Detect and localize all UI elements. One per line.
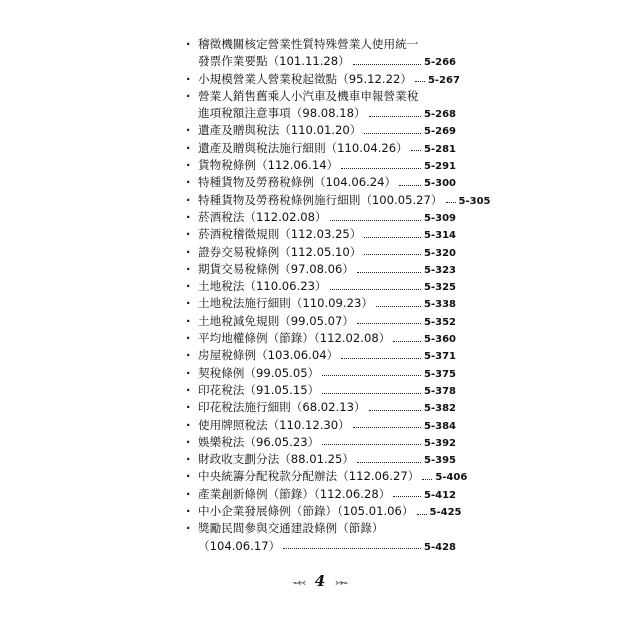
toc-entry — [186, 365, 456, 382]
toc-entry-title: 證券交易稅條例（112.05.10） — [198, 244, 362, 259]
dot-leader — [364, 236, 421, 238]
bullet-icon: · — [186, 37, 191, 51]
toc-entry-page: 5-392 — [424, 437, 456, 449]
toc-entry — [186, 451, 456, 468]
bullet-icon: · — [186, 365, 191, 380]
toc-entry-title: 小規模營業人營業稅起徵點（95.12.22） — [198, 71, 412, 86]
toc-entry — [186, 503, 462, 520]
toc-entry-title: 貨物稅條例（112.06.14） — [198, 158, 339, 173]
bullet-icon: · — [186, 279, 191, 294]
dot-leader — [357, 461, 421, 463]
toc-entry-title: 產業創新條例（節錄）（112.06.28） — [198, 486, 391, 501]
toc-entry — [186, 261, 456, 278]
toc-entry — [186, 192, 491, 209]
toc-entry-title: 稽徵機關核定營業性質特殊營業人使用統一 — [198, 37, 419, 51]
bullet-icon: · — [186, 261, 191, 276]
toc-entry — [186, 347, 456, 364]
toc-entry-title: 菸酒稅稽徵規則（112.03.25） — [198, 227, 362, 242]
dot-leader — [364, 132, 421, 134]
toc-entry — [186, 105, 456, 122]
toc-entry-title: 遺產及贈與稅法（110.01.20） — [198, 123, 362, 138]
toc-entry — [186, 434, 456, 451]
right-ornament: ↣⌁ — [335, 578, 348, 589]
bullet-icon: · — [186, 400, 191, 415]
toc-entry-title: 契稅條例（99.05.05） — [198, 365, 320, 380]
toc-entry-page: 5-428 — [424, 541, 456, 553]
toc-entry — [186, 468, 468, 485]
toc-entry-page: 5-281 — [424, 143, 456, 155]
dot-leader — [364, 253, 421, 255]
toc-entry-title: 土地稅法（110.06.23） — [198, 279, 327, 294]
bullet-icon: · — [186, 469, 191, 484]
toc-entry-page: 5-378 — [424, 385, 456, 397]
toc-entry-page: 5-338 — [424, 299, 456, 311]
toc-entry-page: 5-323 — [424, 264, 456, 276]
dot-leader — [369, 115, 421, 117]
toc-entry — [186, 538, 456, 555]
toc-entry-page: 5-291 — [424, 161, 456, 173]
toc-entry-page: 5-320 — [424, 247, 456, 259]
toc-entry-page: 5-375 — [424, 368, 456, 380]
toc-entry-page: 5-269 — [424, 126, 456, 138]
toc-entry-title: 房屋稅條例（103.06.04） — [198, 348, 339, 363]
dot-leader — [376, 305, 421, 307]
toc-entry — [186, 520, 456, 537]
dot-leader — [415, 80, 425, 82]
bullet-icon: · — [186, 382, 191, 397]
bullet-icon: · — [186, 296, 191, 311]
dot-leader — [322, 392, 421, 394]
toc-entry-page: 5-305 — [458, 195, 491, 207]
toc-entry-title: 獎勵民間參與交通建設條例（節錄） — [198, 521, 384, 536]
bullet-icon: · — [186, 417, 191, 432]
toc-entry-title: 土地稅法施行細則（110.09.23） — [198, 296, 373, 311]
dot-leader — [446, 201, 456, 203]
toc-entry-page: 5-371 — [424, 351, 456, 363]
toc-entry-title: 特種貨物及勞務稅條例（104.06.24） — [198, 175, 397, 190]
toc-entry-title: （104.06.17） — [198, 538, 281, 553]
toc-entry — [186, 295, 456, 312]
toc-entry-page: 5-352 — [424, 316, 456, 328]
toc-entry-page: 5-360 — [424, 334, 456, 346]
dot-leader — [322, 374, 421, 376]
toc-entry — [186, 174, 456, 191]
bullet-icon: · — [186, 331, 191, 346]
bullet-icon: · — [186, 227, 191, 242]
toc-entry — [186, 71, 460, 88]
toc-entry-page: 5-300 — [424, 178, 456, 190]
toc-entry — [186, 209, 456, 226]
toc-entry — [186, 399, 456, 416]
toc-entry-title: 中小企業發展條例（節錄）（105.01.06） — [198, 504, 414, 519]
toc-entry — [186, 226, 456, 243]
dot-leader — [341, 167, 421, 169]
toc-entry-title: 娛樂稅法（96.05.23） — [198, 434, 320, 449]
dot-leader — [399, 184, 421, 186]
toc-entry-page: 5-266 — [424, 57, 456, 69]
dot-leader — [417, 513, 427, 515]
bullet-icon: · — [186, 504, 191, 519]
bullet-icon: · — [186, 313, 191, 328]
dot-leader — [283, 547, 421, 549]
dot-leader — [322, 443, 421, 445]
toc-entry-page: 5-384 — [424, 420, 456, 432]
dot-leader — [341, 357, 421, 359]
toc-entry — [186, 486, 456, 503]
dot-leader — [393, 495, 421, 497]
toc-entry — [186, 140, 456, 157]
left-ornament: ⌁↢ — [292, 578, 305, 589]
dot-leader — [369, 409, 421, 411]
toc-entry-page: 5-314 — [424, 230, 456, 242]
toc-entry — [186, 36, 456, 53]
bullet-icon: · — [186, 123, 191, 138]
toc-entry-title: 印花稅法施行細則（68.02.13） — [198, 400, 366, 415]
toc-entry — [186, 157, 456, 174]
toc-entry-title: 期貨交易稅條例（97.08.06） — [198, 261, 354, 276]
toc-entry-title: 土地稅減免規則（99.05.07） — [198, 313, 354, 328]
toc-entry — [186, 53, 456, 70]
bullet-icon: · — [186, 348, 191, 363]
toc-entry-title: 使用牌照稅法（110.12.30） — [198, 417, 350, 432]
table-of-contents — [186, 36, 491, 555]
page-number: 4 — [314, 572, 326, 590]
dot-leader — [353, 63, 421, 65]
toc-entry — [186, 382, 456, 399]
toc-entry-page: 5-267 — [427, 74, 460, 86]
toc-entry-title: 中央統籌分配稅款分配辦法（112.06.27） — [198, 469, 420, 484]
dot-leader — [422, 478, 432, 480]
toc-entry-title: 財政收支劃分法（88.01.25） — [198, 452, 354, 467]
bullet-icon: · — [186, 244, 191, 259]
bullet-icon: · — [186, 158, 191, 173]
toc-entry — [186, 313, 456, 330]
page-footer — [0, 572, 640, 590]
toc-entry-page: 5-406 — [435, 472, 468, 484]
dot-leader — [393, 340, 421, 342]
bullet-icon: · — [186, 486, 191, 501]
toc-entry-title: 發票作業要點（101.11.28） — [198, 54, 350, 69]
toc-entry-title: 營業人銷售舊乘人小汽車及機車申報營業稅 — [198, 88, 419, 103]
toc-entry — [186, 278, 456, 295]
toc-entry — [186, 244, 456, 261]
dot-leader — [353, 426, 421, 428]
bullet-icon: · — [186, 175, 191, 190]
toc-entry-title: 平均地權條例（節錄）（112.02.08） — [198, 331, 391, 346]
dot-leader — [330, 288, 421, 290]
bullet-icon: · — [186, 434, 191, 449]
toc-entry-page: 5-325 — [424, 282, 456, 294]
toc-entry-page: 5-395 — [424, 455, 456, 467]
bullet-icon: · — [186, 192, 191, 207]
toc-entry-page: 5-412 — [424, 489, 456, 501]
bullet-icon: · — [186, 140, 191, 155]
toc-entry-page: 5-382 — [424, 403, 456, 415]
dot-leader — [357, 271, 421, 273]
bullet-icon: · — [186, 71, 191, 86]
bullet-icon: · — [186, 209, 191, 224]
dot-leader — [330, 219, 421, 221]
toc-entry-title: 進項稅額注意事項（98.08.18） — [198, 106, 366, 121]
toc-entry-title: 印花稅法（91.05.15） — [198, 382, 320, 397]
bullet-icon: · — [186, 452, 191, 467]
toc-entry-title: 遺產及贈與稅法施行細則（110.04.26） — [198, 140, 408, 155]
toc-entry-title: 特種貨物及勞務稅條例施行細則（100.05.27） — [198, 192, 443, 207]
toc-entry — [186, 330, 456, 347]
bullet-icon: · — [186, 521, 191, 536]
toc-entry-page: 5-268 — [424, 109, 456, 121]
toc-entry-title: 菸酒稅法（112.02.08） — [198, 209, 327, 224]
dot-leader — [411, 149, 421, 151]
bullet-icon: · — [186, 88, 191, 103]
toc-entry-page: 5-309 — [424, 212, 456, 224]
toc-entry — [186, 122, 456, 139]
toc-entry-page: 5-425 — [429, 507, 462, 519]
dot-leader — [357, 322, 421, 324]
toc-entry — [186, 417, 456, 434]
toc-entry — [186, 88, 456, 105]
